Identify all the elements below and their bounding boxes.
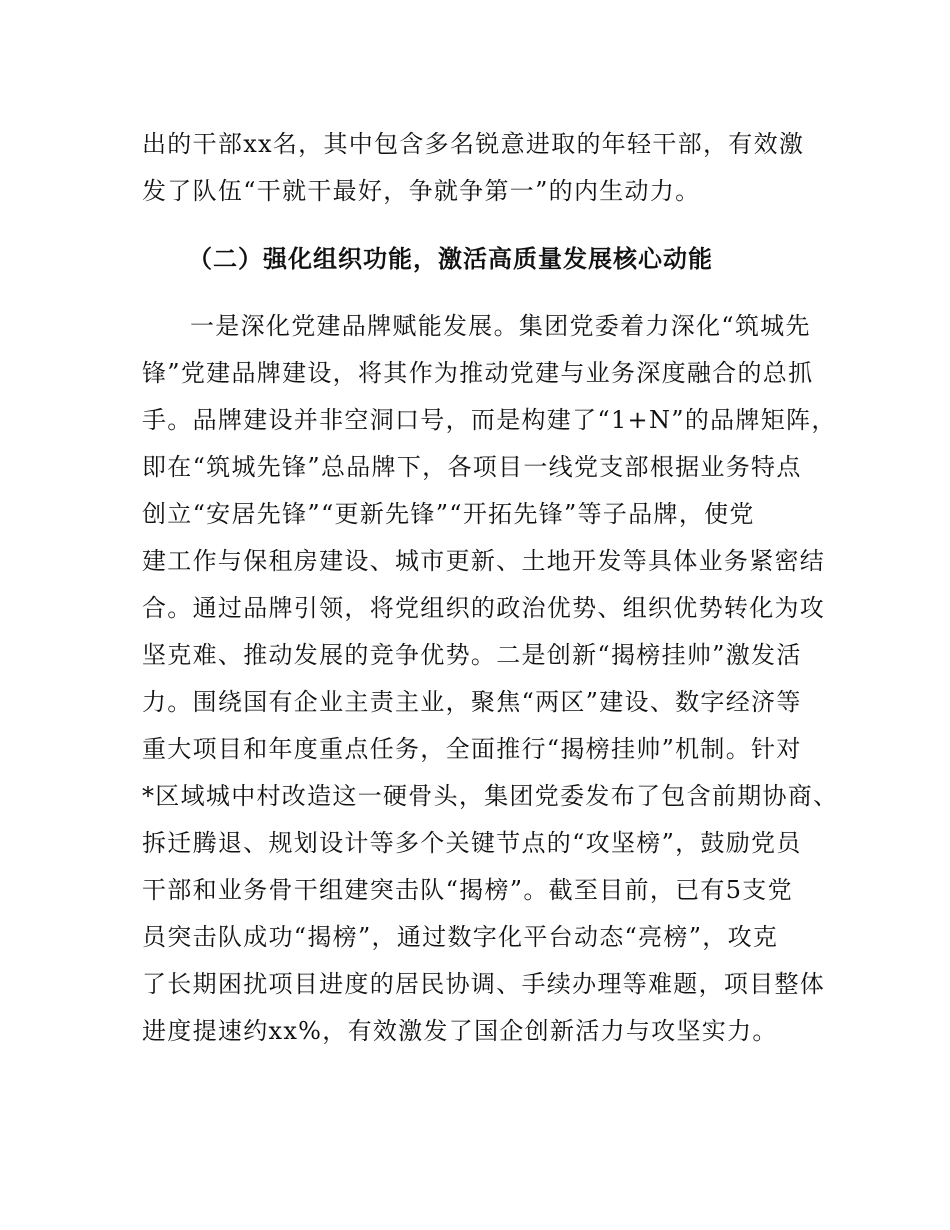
paragraph-line: 坚克难、推动发展的竞争优势。二是创新“揭榜挂帅”激发活 — [142, 641, 802, 669]
paragraph-line: 合。通过品牌引领，将党组织的政治优势、组织优势转化为攻 — [142, 594, 826, 622]
paragraph-line: 力。围绕国有企业主责主业，聚焦“两区”建设、数字经济等 — [142, 688, 802, 716]
paragraph-line: 一是深化党建品牌赋能发展。集团党委着力深化“筑城先 — [190, 312, 811, 340]
paragraph-line: 员突击队成功“揭榜”，通过数字化平台动态“亮榜”，攻克 — [142, 923, 779, 951]
paragraph-line: 手。品牌建设并非空洞口号，而是构建了“1+N”的品牌矩阵， — [142, 406, 837, 434]
paragraph-line: 即在“筑城先锋”总品牌下，各项目一线党支部根据业务特点 — [142, 453, 802, 481]
paragraph-line: 建工作与保租房建设、城市更新、土地开发等具体业务紧密结 — [142, 547, 826, 575]
paragraph-line: 创立“安居先锋”“更新先锋”“开拓先锋”等子品牌，使党 — [142, 500, 755, 528]
paragraph-line: 干部和业务骨干组建突击队“揭榜”。截至目前，已有5支党 — [142, 876, 793, 904]
intro-line-2: 发了队伍“干就干最好，争就争第一”的内生动力。 — [142, 177, 701, 205]
paragraph-line: 了长期困扰项目进度的居民协调、手续办理等难题，项目整体 — [142, 970, 826, 998]
paragraph-line: 进度提速约xx%，有效激发了国企创新活力与攻坚实力。 — [142, 1017, 778, 1045]
paragraph-line: 拆迁腾退、规划设计等多个关键节点的“攻坚榜”，鼓励党员 — [142, 829, 802, 857]
paragraph-line: *区域城中村改造这一硬骨头，集团党委发布了包含前期协商、 — [142, 782, 839, 810]
section-heading: （二）强化组织功能，激活高质量发展核心动能 — [188, 245, 713, 273]
paragraph-line: 重大项目和年度重点任务，全面推行“揭榜挂帅”机制。针对 — [142, 735, 802, 763]
paragraph-line: 锋”党建品牌建设，将其作为推动党建与业务深度融合的总抓 — [142, 359, 814, 387]
intro-line-1: 出的干部xx名，其中包含多名锐意进取的年轻干部，有效激 — [142, 130, 805, 158]
